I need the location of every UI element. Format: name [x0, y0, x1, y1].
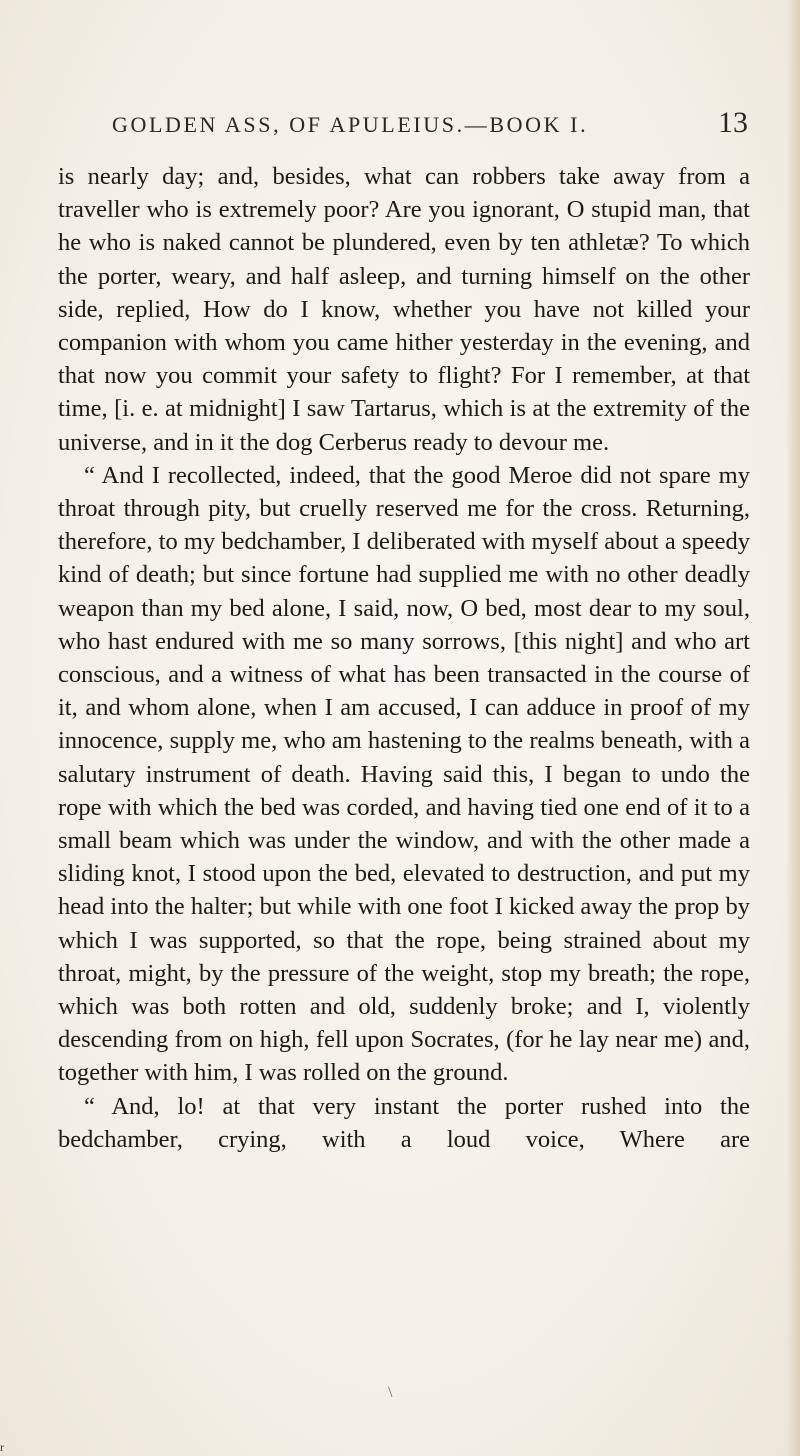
running-head — [112, 106, 752, 142]
bottom-mark: \ — [388, 1384, 393, 1401]
paragraph-1: is nearly day; and, besides, what can robbers take away from a traveller who is extremely poor? Are you ignorant, O stupid man, that he who is naked cannot be plundered, even by ten athletæ? To which the porter, weary, and half asleep, and turning himself on the other side, replied, How do I know, whether you have not killed your companion with whom you came hither yesterday in the evening, and that now you commit your safety to flight? For I remember, at that time, [i. e. at midnight] I saw Tartarus, which is at the extremity of the universe, and in it the dog Cerberus ready to devour me. — [58, 163, 750, 456]
paragraph-3: “ And, lo! at that very instant the porter rushed into the bedchamber, crying, with a loud voice, Where are — [58, 1092, 750, 1153]
paragraph-2: “ And I recollected, indeed, that the good Meroe did not spare my throat through pity, but cruelly reserved me for the cross. Returning, therefore, to my bedchamber, I deliberated with myself about a speedy kind of death; but since fortune had supplied me with no other deadly weapon than my bed alone, I said, now, O bed, most dear to my soul, who hast endured with me so many sorrows, [this night] and who art conscious, and a witness of what has been transacted in the course of it, and whom alone, when I am accused, I can adduce in proof of my innocence, supply me, who am hastening to the realms beneath, with a salutary instrument of death. Having said this, I began to undo the rope with which the bed was corded, and having tied one end of it to a small beam which was under the window, and with the other made a sliding knot, I stood upon the bed, elevated to destruction, and put my head into the halter; but while with one foot I kicked away the prop by which I was supported, so that the rope, being strained about my throat, might, by the pressure of the weight, stop my breath; the rope, which was both rotten and old, suddenly broke; and I, violently descending from on high, fell upon Socrates, (for he lay near me) and, together with him, I was rolled on the ground. — [58, 461, 750, 1087]
body-text — [58, 160, 750, 1156]
running-title: GOLDEN ASS, OF APULEIUS.—BOOK I. — [112, 112, 589, 137]
page-number: 13 — [718, 106, 748, 139]
corner-mark: r — [0, 1440, 4, 1454]
page-edge-shadow — [786, 0, 800, 1456]
